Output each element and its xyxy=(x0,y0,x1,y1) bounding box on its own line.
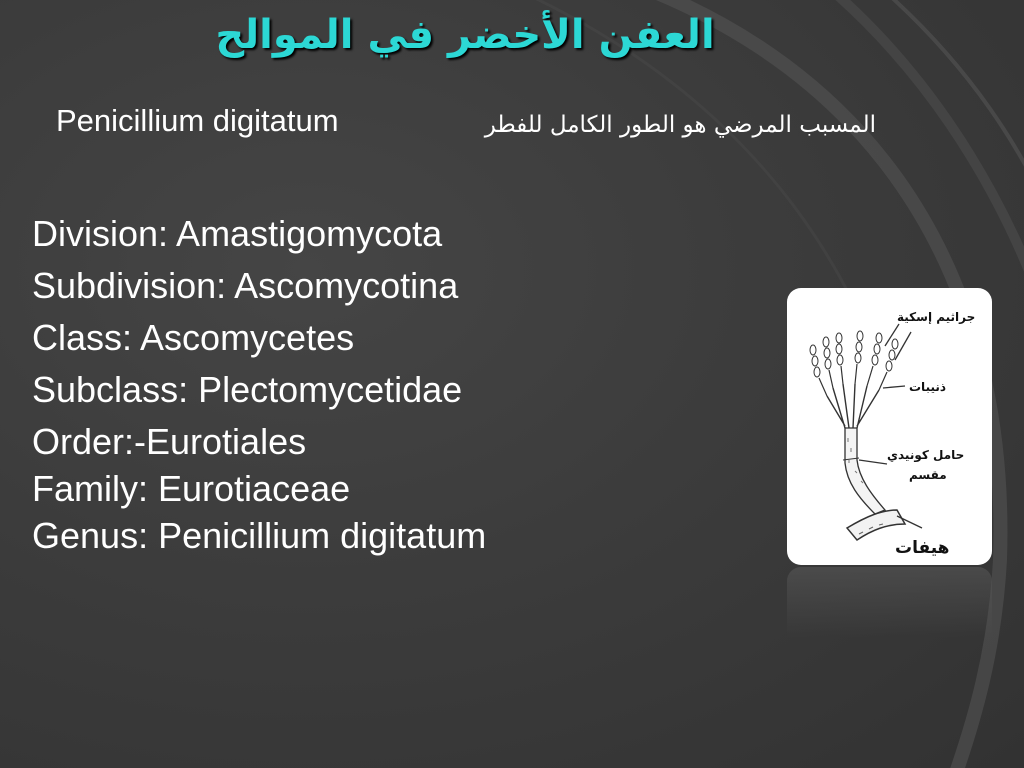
pathogen-latin-name: Penicillium digitatum xyxy=(56,103,339,138)
classification-family: Family: Eurotiaceae xyxy=(32,468,351,509)
label-conidiophore: حامل كونيدي xyxy=(887,448,965,462)
label-septate: مقسم xyxy=(909,468,947,482)
classification-list xyxy=(32,208,486,562)
diagram-reflection xyxy=(787,567,992,637)
classification-subclass: Subclass: Plectomycetidae xyxy=(32,369,463,410)
conidiophore-drawing xyxy=(787,288,992,565)
classification-genus: Genus: Penicillium digitatum xyxy=(32,515,487,556)
classification-subdivision: Subdivision: Ascomycotina xyxy=(32,265,459,306)
label-phialides: ذنيبات xyxy=(909,380,947,394)
classification-class: Class: Ascomycetes xyxy=(32,317,355,358)
classification-order: Order:-Eurotiales xyxy=(32,421,307,462)
label-ascospores: جراثيم إسكية xyxy=(897,310,976,324)
classification-division: Division: Amastigomycota xyxy=(32,213,443,254)
label-hyphae: هيفات xyxy=(895,538,950,558)
penicillium-diagram xyxy=(787,288,992,565)
pathogen-arabic-description: المسبب المرضي هو الطور الكامل للفطر xyxy=(484,112,876,138)
slide-title: العفن الأخضر في الموالح xyxy=(215,12,715,58)
